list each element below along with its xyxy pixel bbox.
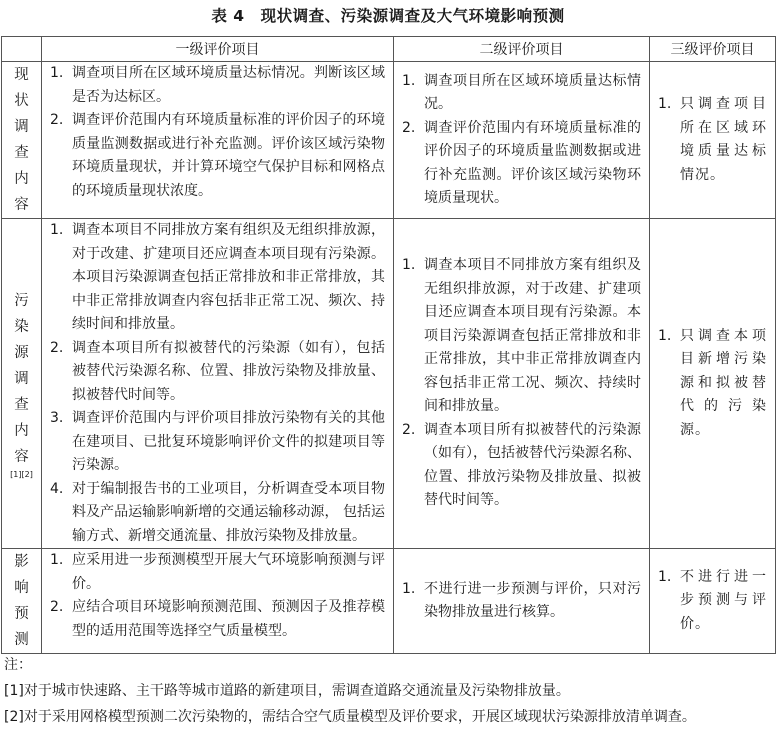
item-list xyxy=(394,578,649,625)
impact-prediction-row xyxy=(2,549,776,654)
header-level2: 二级评价项目 xyxy=(394,37,650,62)
item-number: 1. xyxy=(658,96,672,112)
list-item xyxy=(650,325,775,443)
item-number: 2. xyxy=(50,599,64,615)
impact-prediction-level2-cell xyxy=(394,549,650,654)
item-text: 调查本项目所有拟被替代的污染源（如有），包括被替代污染源名称、位置、排放污染物及排放量、拟被替代时间等。 xyxy=(424,421,641,509)
header-row xyxy=(2,37,776,62)
item-number: 1. xyxy=(402,580,416,597)
row-label-text: 现状调查内容 xyxy=(14,67,29,213)
item-list xyxy=(650,325,775,443)
item-number: 1. xyxy=(50,552,64,568)
header-level1: 一级评价项目 xyxy=(42,37,394,62)
list-item xyxy=(42,478,393,549)
item-number: 1. xyxy=(402,257,416,274)
item-text: 调查评价范围内与评价项目排放污染物有关的其他在建项目、已批复环境影响评价文件的拟建项目等污染源。 xyxy=(72,410,385,473)
item-list xyxy=(650,566,775,637)
list-item xyxy=(42,109,393,203)
impact-prediction-level1-cell xyxy=(42,549,394,654)
item-text: 只调查本项目新增污染源和拟被替代的污染源。 xyxy=(680,327,767,438)
item-text: 只调查项目所在区域环境质量达标情况。 xyxy=(680,96,767,183)
item-number: 4. xyxy=(50,480,64,497)
item-number: 2. xyxy=(50,339,64,356)
footnote-1: [1]对于城市快速路、主干路等城市道路的新建项目，需调查道路交通流量及污染物排放量。 xyxy=(4,683,570,699)
item-text: 不进行进一步预测与评价，只对污染物排放量进行核算。 xyxy=(424,580,641,620)
header-level3: 三级评价项目 xyxy=(650,37,776,62)
list-item xyxy=(394,419,649,513)
item-text: 调查项目所在区域环境质量达标情况。 xyxy=(424,72,641,112)
item-text: 对于编制报告书的工业项目，分析调查受本项目物料及产品运输影响新增的交通运输移动源， 包括运输方式、新增交通流量、排放污染物及排放量。 xyxy=(72,480,385,544)
item-list xyxy=(42,62,393,203)
status-survey-level2-cell xyxy=(394,62,650,219)
item-text: 应结合项目环境影响预测范围、预测因子及推荐模型的适用范围等选择空气质量模型。 xyxy=(72,599,385,639)
pollution-source-survey-level3-cell xyxy=(650,219,776,549)
pollution-source-survey-label xyxy=(2,219,42,549)
item-text: 不进行进一步预测与评价。 xyxy=(680,568,767,632)
pollution-source-survey-level2-cell xyxy=(394,219,650,549)
list-item xyxy=(394,578,649,625)
pollution-source-survey-row xyxy=(2,219,776,549)
header-corner xyxy=(2,37,42,62)
status-survey-level3-cell xyxy=(650,62,776,219)
status-survey-label xyxy=(2,62,42,219)
list-item xyxy=(650,566,775,637)
list-item xyxy=(42,407,393,478)
impact-prediction-level3-cell xyxy=(650,549,776,654)
list-item xyxy=(394,70,649,117)
item-list xyxy=(394,254,649,513)
item-number: 2. xyxy=(402,119,416,136)
list-item xyxy=(42,337,393,408)
footnote-2: [2]对于采用网格模型预测二次污染物的，需结合空气质量模型及评价要求，开展区域现状污染源排放清单调查。 xyxy=(4,709,696,725)
list-item xyxy=(394,117,649,211)
pollution-source-survey-level1-cell xyxy=(42,219,394,549)
row-label-text: 污染源调查内容 xyxy=(14,292,29,465)
assessment-table xyxy=(1,36,776,654)
item-number: 1. xyxy=(50,65,64,81)
row-label-footnote-ref: [1][2] xyxy=(10,469,33,479)
item-number: 1. xyxy=(658,568,672,585)
list-item xyxy=(42,62,393,109)
list-item xyxy=(42,596,393,643)
item-text: 调查本项目所有拟被替代的污染源（如有），包括被替代污染源名称、位置、排放污染物及排放量、拟被替代时间等。 xyxy=(72,339,385,403)
item-number: 1. xyxy=(50,222,64,238)
item-number: 2. xyxy=(50,112,64,128)
status-survey-row xyxy=(2,62,776,219)
item-list xyxy=(42,549,393,643)
status-survey-level1-cell xyxy=(42,62,394,219)
item-list xyxy=(42,219,393,548)
item-number: 2. xyxy=(402,421,416,438)
footnotes xyxy=(4,652,774,730)
item-list xyxy=(394,70,649,211)
list-item xyxy=(394,254,649,419)
item-number: 1. xyxy=(658,327,672,344)
item-text: 调查项目所在区域环境质量达标情况。判断该区域是否为达标区。 xyxy=(72,65,385,105)
item-text: 调查本项目不同排放方案有组织及无组织排放源，对于改建、扩建项目还应调查本项目现有污染源。本项目污染源调查包括正常排放和非正常排放，其中非正常排放调查内容包括非正常工况、频次、持续时间和排放量。 xyxy=(72,222,385,332)
item-list xyxy=(650,93,775,187)
list-item xyxy=(42,549,393,596)
table-title: 表 4 现状调查、污染源调查及大气环境影响预测 xyxy=(211,7,565,25)
list-item xyxy=(650,93,775,187)
notes-label: 注： xyxy=(4,657,32,673)
item-number: 1. xyxy=(402,72,416,89)
item-text: 调查本项目不同排放方案有组织及无组织排放源，对于改建、扩建项目还应调查本项目现有污染源。本项目污染源调查包括正常排放和非正常排放，其中非正常排放调查内容包括非正常工况、频次、持续时间和排放量。 xyxy=(424,257,641,415)
item-text: 应采用进一步预测模型开展大气环境影响预测与评价。 xyxy=(72,552,385,592)
item-text: 调查评价范围内有环境质量标准的评价因子的环境质量监测数据或进行补充监测。评价该区域污染物环境质量现状，并计算环境空气保护目标和网格点的环境质量现状浓度。 xyxy=(72,112,385,199)
item-text: 调查评价范围内有环境质量标准的评价因子的环境质量监测数据或进行补充监测。评价该区域污染物环境质量现状。 xyxy=(424,119,641,206)
row-label-text: 影响预测 xyxy=(14,554,29,648)
item-number: 3. xyxy=(50,410,64,426)
list-item xyxy=(42,219,393,337)
impact-prediction-label xyxy=(2,549,42,654)
